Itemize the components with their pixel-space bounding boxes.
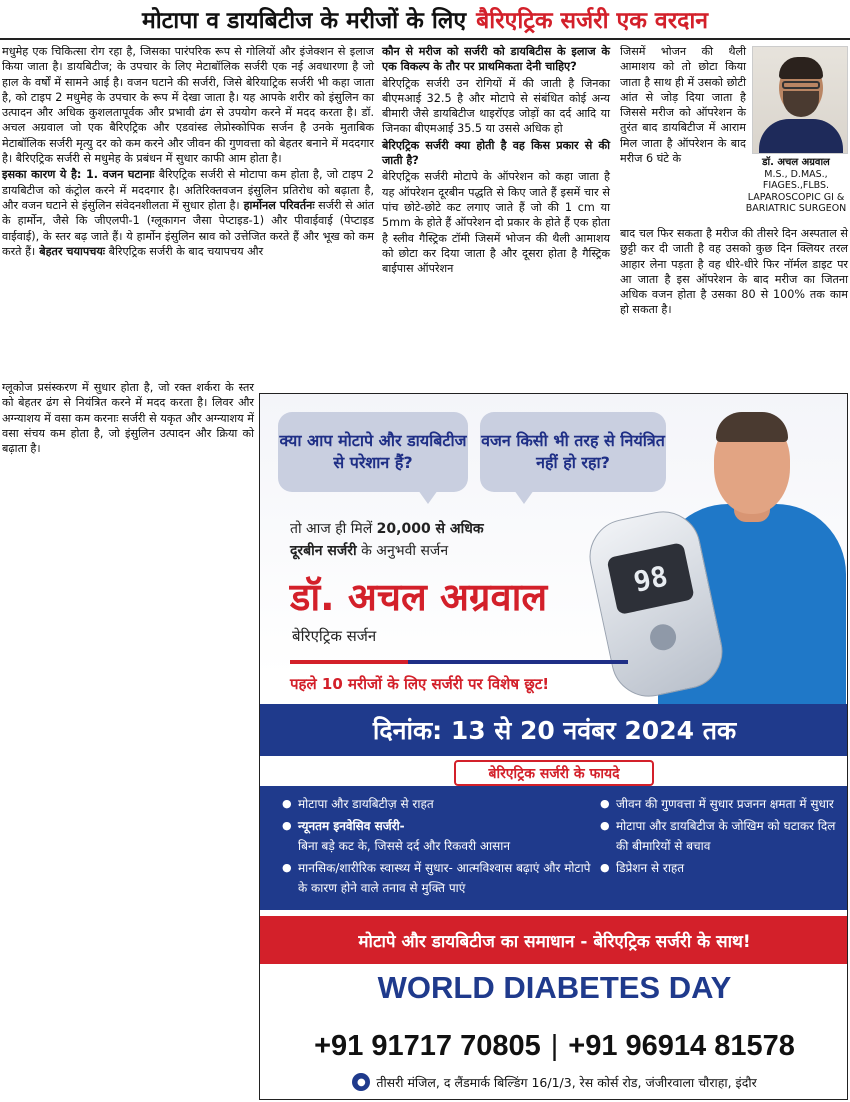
question-bubble-left: क्या आप मोटापे और डायबिटीज से परेशान हैं? [278, 412, 468, 492]
col2-answer-2: बेरिएट्रिक सर्जरी मोटापे के ऑपरेशन को कहा जाता है यह ऑपरेशन दूरबीन पद्धति से किए जाते हैं इसमें चार से पांच छोटे-छोटे कट लगाए जाते हैं जो की 1 cm या 5mm के होते हैं ऑपरेशन दो प्रकार के होते हैं एक होता है स्लीव गैस्ट्रिक टॉमी जिसमें भोजन की थैली आमाशय को छोटा कर दिया जाता है और दूसरा होता है गैस्ट्रिक बाईपास ऑपरेशन [382, 170, 610, 276]
world-diabetes-day: WORLD DIABETES DAY [377, 970, 732, 1005]
col2-question-1 [382, 44, 610, 75]
article-column-1 [2, 44, 374, 260]
headline-black: मोटापा व डायबिटीज के मरीजों के लिए [141, 8, 467, 34]
divider-blue [408, 660, 628, 664]
caption-name: डॉ. अचल अग्रवाल [762, 157, 830, 168]
benefit-item: ● डिप्रेशन से राहत [600, 858, 840, 878]
benefits-title: बेरिएट्रिक सर्जरी के फायदे [454, 760, 654, 786]
doctor-role: बेरिएट्रिक सर्जन [292, 627, 377, 645]
col1-paragraph-1: मधुमेह एक चिकित्सा रोग रहा है, जिसका पारंपरिक रूप से गोलियों और इंजेक्शन से इलाज किया जाता है। डायबिटीज; के उपचार के लिए मेटाबॉलिक सर्जरी एक नई अवधारणा है जो हाल के वर्षों में सामने आई है। वजन घटाने की सर्जरी, जिसे बेरियाट्रिक सर्जरी भी कहा जाता है, को टाइप 2 मधुमेह के उपचार के रूप में देखा जाता है। यह आपके शरीर को इंसुलिन का उत्पादन और अधिक कुशलतापूर्वक और प्रभावी ढंग से उपयोग करने में मदद करता है। डॉ. अचल अग्रवाल जो एक बैरिएट्रिक और एडवांस्ड लेप्रोस्कोपिक सर्जन है उनके मुताबिक मेटाबॉलिक सर्जरी मृत्यु दर को कम करने और जीवन की गुणवत्ता को बेहतर बनाने में मददगार है। बैरिएट्रिक सर्जरी से मधुमेह के प्रबंधन में सुधार काफी आम होता है। [2, 45, 374, 166]
benefit-item: ● मानसिक/शारीरिक स्वास्थ्य में सुधार- आत्मविश्वास बढ़ाएं और मोटापे के कारण होने वाले तनाव से मुक्ति पाएं [282, 858, 592, 898]
benefits-list-left [282, 794, 592, 900]
benefit-item: ● मोटापा और डायबिटीज़ से राहत [282, 794, 592, 814]
col2-question-2 [382, 138, 610, 169]
clinic-address [260, 1070, 848, 1094]
col2-question-1-text: कौन से मरीज को सर्जरी को डायबिटीस के इलाज के एक विकल्प के तौर पर प्राथमिकता देनी चाहिए? [382, 45, 610, 74]
location-pin-icon: ● [352, 1073, 370, 1091]
benefits-list-right [600, 794, 840, 880]
divider-red [290, 660, 408, 664]
advertisement [259, 393, 848, 1100]
benefit-item-sub: बिना बड़े कट के, जिससे दर्द और रिकवरी आसान [298, 839, 511, 853]
phone-1[interactable]: +91 91717 70805 [314, 1029, 541, 1062]
col1-metabolism-text: बैरिएट्रिक सर्जरी के बाद चयापचय और [105, 244, 264, 258]
headline-red: बैरिएट्रिक सर्जरी एक वरदान [476, 8, 709, 34]
date-banner: दिनांक: 13 से 20 नवंबर 2024 तक [260, 704, 848, 756]
article-column-3: जिसमें भोजन की थैली आमाशय को तो छोटा किया जाता है साथ ही में उसको छोटी आंत से जोड़ दिया जाता है जिससे मरीज को ऑपरेशन के तुरंत बाद डायबिटीज में आराम मिल जाता है ऑपरेशन के बाद मरीज 6 घंटे के [620, 45, 746, 166]
col1-paragraph-2 [2, 167, 374, 259]
col1-reason-heading: इसका कारण ये है: 1. वजन घटानाः [2, 168, 155, 182]
caption-specialty-2: BARIATRIC SURGEON [745, 203, 847, 214]
col2-question-2-text: बेरिएट्रिक सर्जरी क्या होती है वह किस प्रकार से की जाती है? [382, 138, 610, 168]
phone-2[interactable]: +91 96914 81578 [568, 1029, 795, 1062]
phone-separator: | [550, 1029, 559, 1062]
col2-answer-1: बेरिएट्रिक सर्जरी उन रोगियों में की जाती है जिनका बीएमआई 32.5 है और मोटापे से संबंधित कोई अन्य बीमारी जैसे डायबिटीज थाइरॉएड जोड़ों का दर्द आदि या जिनका बीएमआई 35.5 या उससे अधिक हो [382, 76, 610, 136]
col1-hormonal-heading: हार्मोनल परिवर्तनः [239, 198, 315, 212]
benefits-panel [260, 786, 848, 910]
question-bubble-right: वजन किसी भी तरह से नियंत्रित नहीं हो रहा? [480, 412, 666, 492]
article-column-2 [382, 44, 610, 277]
glucometer-reading: 98 [606, 542, 694, 615]
meet-line-2b: के अनुभवी सर्जन [356, 543, 449, 559]
meet-line-1a: तो आज ही मिलें [290, 521, 377, 537]
headline [0, 0, 850, 40]
benefit-item [282, 816, 592, 856]
phone-numbers [260, 1026, 848, 1066]
benefit-item-title: न्यूनतम इनवेसिव सर्जरी- [298, 819, 405, 833]
col1-metabolism-heading: बेहतर चयापचयः [35, 244, 106, 258]
caption-degree-1: M.S., D.MAS., [764, 168, 828, 180]
benefit-item: ● जीवन की गुणवत्ता में सुधार प्रजनन क्षमता में सुधार [600, 794, 840, 814]
caption-specialty-1: LAPAROSCOPIC GI & [747, 191, 845, 203]
solution-banner: मोटापे और डायबिटीज का समाधान - बेरिएट्रिक सर्जरी के साथ! [260, 916, 848, 964]
doctor-photo-caption [742, 157, 850, 215]
benefit-item: ● मोटापा और डायबिटीज के जोखिम को घटाकर दिल की बीमारियों से बचाव [600, 816, 840, 856]
special-offer: पहले 10 मरीजों के लिए सर्जरी पर विशेष छूट! [290, 675, 550, 693]
article-column-3-continued: बाद चल फिर सकता है मरीज की तीसरे दिन अस्पताल से छुट्टी कर दी जाती है वह उसको कुछ दिन क्लियर तरल आहार लेना पड़ता है वह धीरे-धीरे फिर नॉर्मल डाइट पर आ जाता है इस ऑपरेशन के बाद मरीज का जितना अधिक वजन होता है उसका 80 से 100% तक काम हो सकता है। [620, 227, 848, 317]
col1-hormonal-text: सर्जरी से आंत के हार्मोन, जैसे कि जीएलपी-1 (ग्लूकागन जैसा पेप्टाइड-1) और पीवाईवाई (पेप्टाइड वाईवाई), के स्तर बढ़ जाते हैं। ये हार्मोन इंसुलिन स्राव को उत्तेजित करते हैं और भूख को कम करते हैं। [2, 198, 375, 258]
doctor-photo [752, 46, 848, 154]
article-column-1-continued: ग्लूकोज प्रसंस्करण में सुधार होता है, जो रक्त शर्करा के स्तर को बेहतर ढंग से नियंत्रित करने में मदद करता है। लिवर और अग्न्याशय में वसा कम करनाः सर्जरी से यकृत और अग्न्याशय में वसा संचय कम होता है, जो इंसुलिन उत्पादन और क्रिया को बढ़ाता है। [2, 381, 254, 456]
meet-line-1b: 20,000 से अधिक [376, 521, 484, 537]
address-text: तीसरी मंजिल, द लैंडमार्क बिल्डिंग 16/1/3, रेस कोर्स रोड, जंजीरवाला चौराहा, इंदौर [376, 1074, 757, 1090]
caption-degree-2: FIAGES.,FLBS. [762, 180, 830, 191]
meet-line-2a: दूरबीन सर्जरी [290, 543, 357, 559]
meet-surgeon-text [290, 518, 620, 562]
col1-reason-text: बैरिएट्रिक सर्जरी से मोटापा कम होता है, जो टाइप 2 डायबिटीज को कंट्रोल करने में मददगार है। अतिरिक्तवजन इंसुलिन प्रतिरोध को बढ़ाता है, और वजन घटाने से इंसुलिन संवेदनशीलता में सुधार होता है। [2, 168, 374, 212]
doctor-name: डॉ. अचल अग्रवाल [290, 575, 548, 619]
